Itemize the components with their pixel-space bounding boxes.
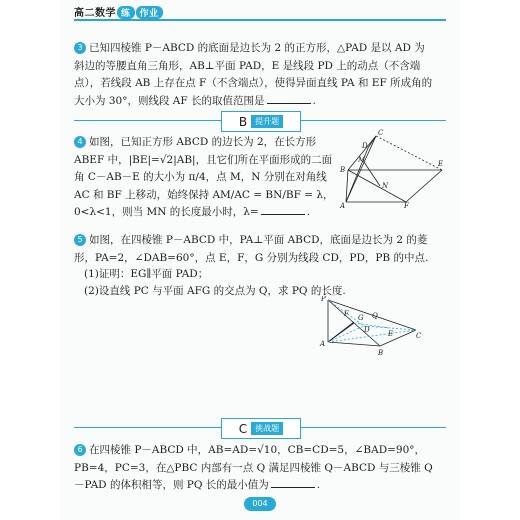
fig2-label-b: B	[378, 349, 384, 357]
fig2-label-c: C	[416, 332, 422, 340]
question-3	[74, 40, 434, 110]
page-number: 004	[244, 497, 276, 511]
answer-blank-3	[267, 103, 311, 104]
section-b-label	[221, 111, 301, 132]
fig2-label-g: G	[358, 314, 364, 322]
header-divider	[74, 19, 446, 21]
fig2-label-d: D	[364, 326, 370, 334]
question-3-text: 已知四棱锥 P－ABCD 的底面是边长为 2 的正方形，△PAD 是以 AD 为斜边的等腰直角三角形，AB⊥平面 PAD，E 是线段 PD 上的动点（不含端点），若线段 AB 上存在点 F（不含端点），使得异面直线 PA 和 EF 所成角的大小为 30°，则线段 AF 长的取值范围是	[74, 42, 433, 107]
fig2-label-p: P	[321, 296, 326, 303]
section-b-name: 提升题	[251, 115, 283, 128]
question-6-tail: .	[316, 479, 321, 491]
question-4-tail: .	[306, 206, 311, 218]
figure-prism	[334, 128, 446, 210]
fig1-edge-ce	[376, 136, 442, 170]
section-b-line-left	[74, 120, 221, 121]
fig1-label-b: B	[340, 166, 346, 174]
fig1-label-d: D	[362, 142, 368, 150]
question-4	[74, 134, 336, 222]
header-subject: 高二数学	[74, 8, 116, 19]
fig1-label-e: E	[438, 160, 444, 168]
question-number-4: 4	[74, 136, 86, 148]
header-title	[74, 4, 163, 19]
answer-blank-6	[271, 487, 315, 488]
fig2-edge-bc	[380, 330, 416, 346]
question-6-text: 在四棱锥 P－ABCD 中，AB=AD=√10，CB=CD=5，∠BAD=90°，PB=4，PC=3，在△PBC 内部有一点 Q 满足四棱锥 Q－ABCD 与三棱锥 Q－PAD 的体积相等，则 PQ 长的最小值为	[74, 444, 433, 491]
section-b-line-right	[301, 120, 446, 121]
fig1-diag-ac	[346, 136, 376, 202]
section-b-letter: B	[238, 114, 248, 129]
fig1-label-f: F	[404, 202, 409, 210]
section-c-label	[221, 418, 301, 439]
question-3-tail: .	[312, 94, 316, 107]
question-5-text: 如图，在四棱锥 P－ABCD 中，PA⊥平面 ABCD，底面是边长为 2 的菱形，PA=2，∠DAB=60°，点 E，F，G 分别为线段 CD，PD，PB 的中点.	[74, 234, 429, 264]
fig2-label-a: A	[320, 340, 326, 348]
fig1-segment-mn	[364, 162, 380, 186]
question-4-text: 如图，已知正方形 ABCD 的边长为 2，在长方形 ABEF 中，|BE|=√2|AB|，且它们所在平面形成的二面角 C－AB－E 的大小为 π/4，点 M，N 分别在对角线 AC 和 BF 上移动，始终保持 AM/AC = BN/BF = λ，0<λ<1，则当 MN 的长度最小时，λ=	[74, 136, 334, 218]
question-6	[74, 442, 434, 495]
fig1-edge-ef	[406, 170, 442, 202]
header-badge-1: 练	[117, 6, 135, 19]
fig1-diag-bf	[348, 170, 406, 202]
section-c-name: 挑战题	[251, 422, 283, 435]
fig1-label-a: A	[340, 202, 346, 210]
section-c-line-right	[301, 427, 446, 428]
fig1-label-c: C	[378, 129, 384, 137]
fig1-label-n: N	[382, 182, 389, 190]
section-c-letter: C	[238, 421, 248, 436]
question-5-part-2: (2)设直线 PC 与平面 AFG 的交点为 Q，求 PQ 的长度.	[84, 285, 346, 297]
fig2-label-f: F	[344, 310, 349, 318]
fig2-label-q: Q	[372, 312, 378, 320]
fig1-label-m: M	[358, 156, 366, 164]
section-c-header	[74, 417, 446, 439]
fig2-edge-ab	[328, 342, 380, 346]
answer-blank-4	[261, 214, 305, 215]
header-badge-2: 作业	[136, 6, 163, 19]
question-number-3: 3	[74, 42, 86, 54]
figure-pyramid	[318, 296, 422, 358]
question-number-6: 6	[74, 444, 86, 456]
question-5	[74, 232, 434, 267]
section-c-line-left	[74, 427, 221, 428]
question-number-5: 5	[74, 234, 86, 246]
fig2-label-e: E	[388, 330, 394, 338]
page-header	[60, 0, 460, 22]
question-5-part-1: (1)证明：EG∥平面 PAD；	[84, 268, 209, 280]
